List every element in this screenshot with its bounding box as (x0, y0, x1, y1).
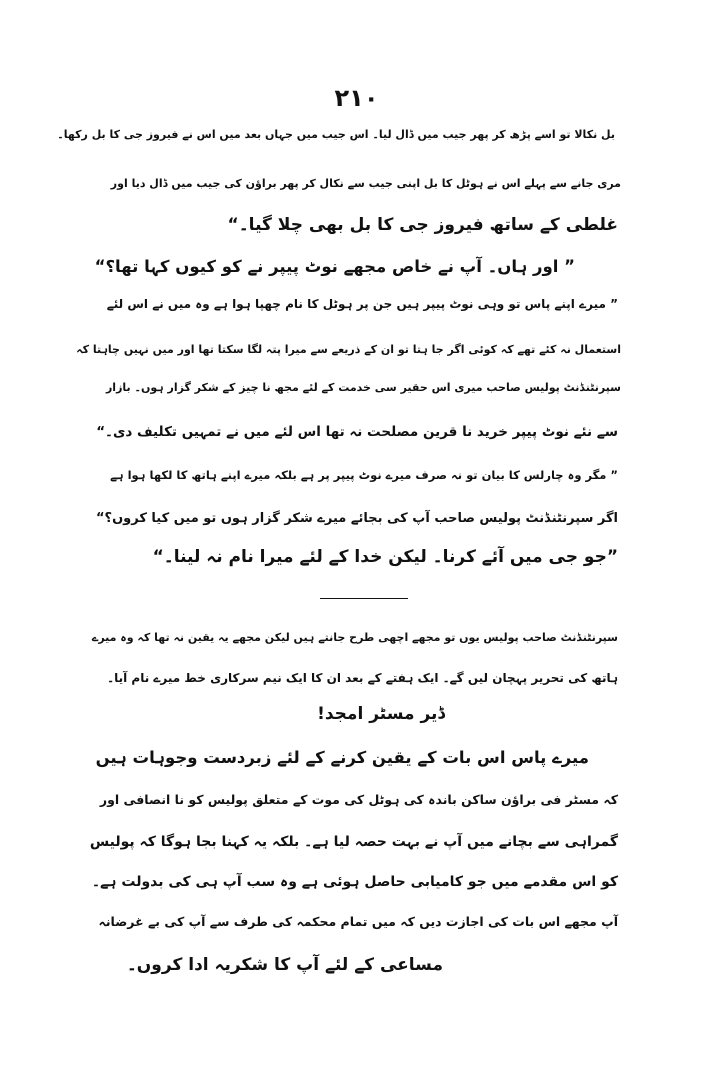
salutation: ڈیر مسٹر امجد! (317, 704, 445, 724)
text-line: ” میرے اپنے پاس تو وہی نوٹ پیپر ہیں جن پر ہوٹل کا نام چھپا ہوا ہے وہ میں نے اس لئے (106, 297, 618, 311)
text-line: ”جو جی میں آئے کرنا۔ لیکن خدا کے لئے میرا نام نہ لینا۔“ (152, 547, 618, 567)
text-line: ہاتھ کی تحریر پہچان لیں گے۔ ایک ہفتے کے بعد ان کا ایک نیم سرکاری خط میرے نام آیا۔ (107, 671, 618, 685)
text-line: کہ مسٹر فی براؤن ساکن باندہ کی ہوٹل کی موت کے متعلق پولیس کو نا انصافی اور (99, 792, 618, 807)
text-line: مساعی کے لئے آپ کا شکریہ ادا کروں۔ (126, 955, 443, 975)
text-line: کو اس مقدمے میں جو کامیابی حاصل ہوئی ہے وہ سب آپ ہی کی بدولت ہے۔ (91, 874, 618, 890)
text-line: سپرنٹنڈنٹ صاحب پولیس یوں تو مجھے اچھی طرح جانتے ہیں لیکن مجھے یہ یقین نہ تھا کہ وہ میرے (91, 631, 618, 644)
text-line: آپ مجھے اس بات کی اجازت دیں کہ میں تمام محکمہ کی طرف سے آپ کی بے غرضانہ (98, 914, 618, 929)
page-number: ۲۱۰ (334, 84, 379, 112)
text-line: میرے پاس اس بات کے یقین کرنے کے لئے زبردست وجوہات ہیں (95, 748, 589, 767)
text-line: ” مگر وہ چارلس کا بیان تو نہ صرف میرے نوٹ پیپر پر ہے بلکہ میرے اپنے ہاتھ کا لکھا ہوا ہے (110, 468, 618, 482)
text-line: گمراہی سے بچانے میں آپ نے بہت حصہ لیا ہے۔ بلکہ یہ کہنا بجا ہوگا کہ پولیس (89, 834, 618, 850)
text-line: استعمال نہ کئے تھے کہ کوئی اگر جا ہتا تو ان کے ذریعے سے میرا پتہ لگا سکتا تھا اور میں نہیں چاہتا کہ (76, 343, 621, 356)
text-line: مری جانے سے پہلے اس نے ہوٹل کا بل اپنی جیب سے نکال کر پھر براؤن کی جیب میں ڈال دیا اور (110, 177, 621, 190)
text-line: ” اور ہاں۔ آپ نے خاص مجھے نوٹ پیپر نے کو کیوں کہا تھا؟“ (94, 257, 575, 276)
section-divider (320, 598, 408, 599)
text-line: غلطی کے ساتھ فیروز جی کا بل بھی چلا گیا۔“ (227, 215, 618, 235)
text-line: اگر سپرنٹنڈنٹ پولیس صاحب آپ کی بجائے میرے شکر گزار ہوں تو میں کیا کروں؟“ (95, 511, 618, 526)
text-line: سپرنٹنڈنٹ پولیس صاحب میری اس حقیر سی خدمت کے لئے مجھ نا چیز کے شکر گزار ہوں۔ بازار (105, 381, 621, 394)
text-line: بل نکالا تو اسے پڑھ کر پھر جیب میں ڈال لیا۔ اس جیب میں جہاں بعد میں اس نے فیروز جی کا بل رکھا۔ (57, 128, 615, 141)
text-line: سے نئے نوٹ پیپر خرید نا قرین مصلحت نہ تھا اس لئے میں نے تمہیں تکلیف دی۔“ (96, 424, 618, 440)
